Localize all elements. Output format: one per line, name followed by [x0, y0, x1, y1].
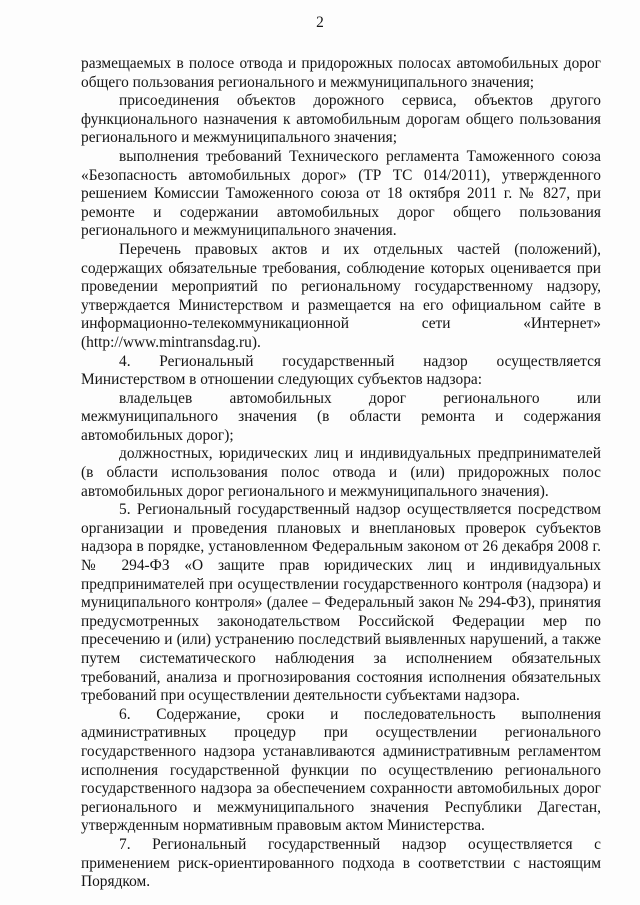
paragraph-officials: должностных, юридических лиц и индивидуальных предпринимателей (в области использования полос отвода и (или) придорожных полос автомобильных дорог регионального и межмуниципального значения). — [81, 445, 601, 500]
paragraph-item-4: 4. Региональный государственный надзор осуществляется Министерством в отношении следующих субъектов надзора: — [81, 352, 601, 389]
paragraph-legal-acts-list: Перечень правовых актов и их отдельных частей (положений), содержащих обязательные требования, соблюдение которых оценивается при проведении мероприятий по региональному государственному надзору, утверждается Министерством и размещается на его официальном сайте в информационно-телекоммуникационной сети «Интернет» (http://www.mintransdag.ru). — [81, 240, 601, 351]
paragraph-item-5: 5. Региональный государственный надзор осуществляется посредством организации и проведения плановых и внеплановых проверок субъектов надзора в порядке, установленном Федеральным законом от 26 декабря 2008 г. № 294-ФЗ «О защите прав юридических лиц и индивидуальных предпринимателей при осуществлении государственного контроля (надзора) и муниципального контроля» (далее – Федеральный закон № 294-ФЗ), принятия предусмотренных законодательством Российской Федерации мер по пресечению и (или) устранению последствий выявленных нарушений, а также путем систематического наблюдения за исполнением обязательных требований, анализа и прогнозирования состояния исполнения обязательных требований при осуществлении деятельности субъектами надзора. — [81, 501, 601, 705]
paragraph-technical-regulation: выполнения требований Технического регламента Таможенного союза «Безопасность автомобильных дорог» (ТР ТС 014/2011), утвержденного решением Комиссии Таможенного союза от 18 октября 2011 г. № 827, при ремонте и содержании автомобильных дорог общего пользования регионального и межмуниципального значения. — [81, 147, 601, 240]
page-number: 2 — [316, 14, 324, 31]
document-body — [81, 55, 601, 892]
paragraph-item-7: 7. Региональный государственный надзор осуществляется с применением риск-ориентированного подхода в соответствии с настоящим Порядком. — [81, 835, 601, 891]
paragraph-item-6: 6. Содержание, сроки и последовательность выполнения административных процедур при осуществлении регионального государственного надзора устанавливаются административным регламентом исполнения государственной функции по осуществлению регионального государственного надзора за обеспечением сохранности автомобильных дорог регионального и межмуниципального значения Республики Дагестан, утвержденным нормативным правовым актом Министерства. — [81, 705, 601, 835]
paragraph-roadside-service: присоединения объектов дорожного сервиса, объектов другого функционального назначения к автомобильным дорогам общего пользования регионального и межмуниципального значения; — [81, 92, 601, 147]
paragraph-continuation: размещаемых в полосе отвода и придорожных полосах автомобильных дорог общего пользования регионального и межмуниципального значения; — [81, 55, 601, 91]
paragraph-road-owners: владельцев автомобильных дорог регионального или межмуниципального значения (в области ремонта и содержания автомобильных дорог); — [81, 389, 601, 444]
